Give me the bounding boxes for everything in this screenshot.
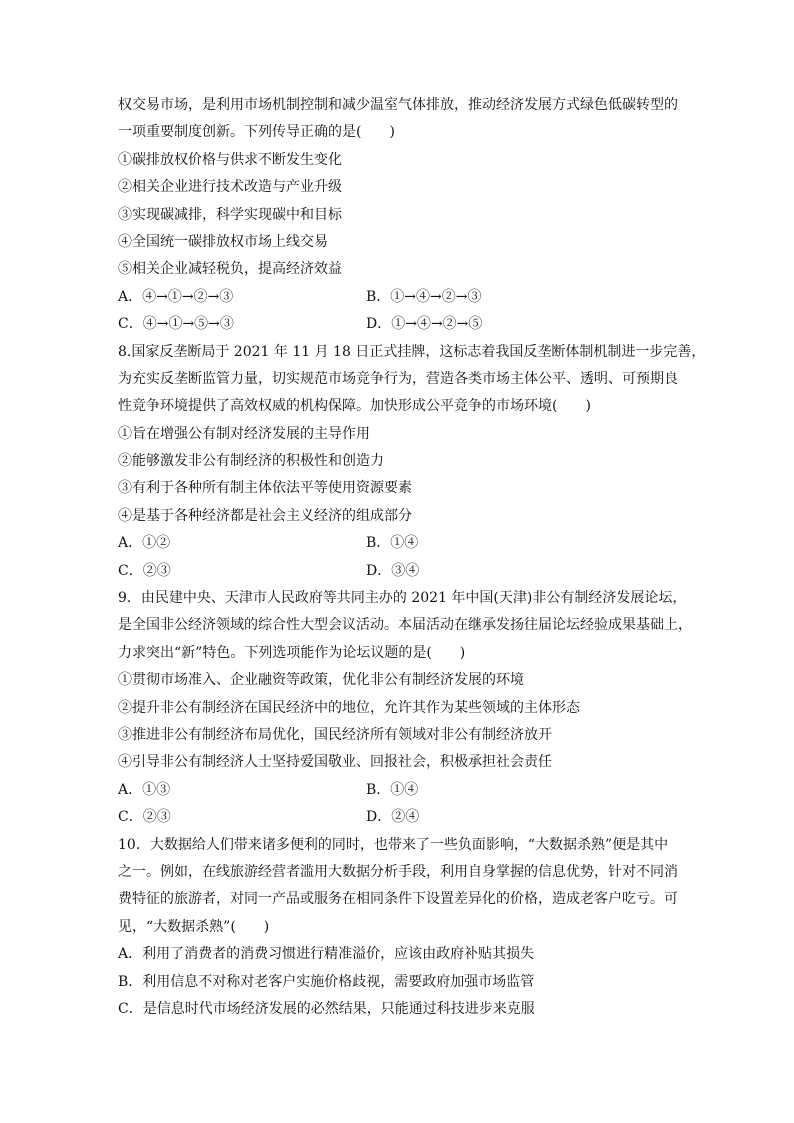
question-9 — [118, 585, 692, 832]
question-stem-line: 为充实反垄断监管力量，切实规范市场竞争行为，营造各类市场主体公平、透明、可预期良 — [118, 370, 678, 387]
question-stem-line: 性竞争环境提供了高效权威的机构保障。加快形成公平竞争的市场环境( ) — [118, 398, 591, 415]
options-row — [118, 777, 678, 804]
question-stem-line: 8.国家反垄断局于 2021 年 11 月 18 日正式挂牌，这标志着我国反垄断体制机制进一步完善， — [118, 343, 706, 360]
page-content — [118, 92, 706, 1023]
option-a: A．利用了消费者的消费习惯进行精准溢价，应该由政府补贴其损失 — [118, 946, 535, 963]
option-a: A．①② — [118, 535, 171, 552]
question-stem-line: 力求突出“新”特色。下列选项能作为论坛议题的是( ) — [118, 644, 466, 661]
option-a: A．①③ — [118, 781, 171, 798]
statement-item: ①贯彻市场准入、企业融资等政策，优化非公有制经济发展的环境 — [118, 672, 524, 689]
statement-item: ④是基于各种经济都是社会主义经济的组成部分 — [118, 507, 412, 524]
question-stem-line: 10．大数据给人们带来诸多便利的同时，也带来了一些负面影响，“大数据杀熟”便是其中 — [118, 836, 669, 853]
question-10 — [118, 832, 678, 1024]
statement-item: ③推进非公有制经济布局优化，国民经济所有领域对非公有制经济放开 — [118, 726, 552, 743]
statement-item: ①旨在增强公有制对经济发展的主导作用 — [118, 425, 370, 442]
statement-item: ②能够激发非公有制经济的积极性和创造力 — [118, 453, 384, 470]
options-row — [118, 284, 678, 311]
option-b: B．利用信息不对称对老客户实施价格歧视，需要政府加强市场监管 — [118, 973, 535, 990]
statement-item: ②相关企业进行技术改造与产业升级 — [118, 179, 342, 196]
question-stem-line: 之一。例如，在线旅游经营者滥用大数据分析手段，利用自身掌握的信息优势，针对不同消 — [118, 863, 678, 880]
question-stem-line: 是全国非公经济领域的综合性大型会议活动。本届活动在继承发扬往届论坛经验成果基础上， — [118, 617, 692, 634]
option-b: B．①→④→②→③ — [366, 288, 482, 305]
statement-item: ③实现碳减排，科学实现碳中和目标 — [118, 206, 342, 223]
option-d: D．②④ — [366, 809, 420, 826]
question-stem-line: 权交易市场，是利用市场机制控制和减少温室气体排放，推动经济发展方式绿色低碳转型的 — [118, 97, 678, 113]
option-d: D．①→④→②→⑤ — [366, 316, 483, 333]
option-b: B．①④ — [366, 781, 419, 798]
question-stem-line: 费特征的旅游者，对同一产品或服务在相同条件下设置差异化的价格，造成老客户吃亏。可 — [118, 891, 678, 908]
options-row — [118, 530, 678, 557]
statement-item: ④全国统一碳排放权市场上线交易 — [118, 233, 328, 250]
statement-item: ①碳排放权价格与供求不断发生变化 — [118, 151, 342, 168]
statement-item: ③有利于各种所有制主体依法平等使用资源要素 — [118, 480, 412, 497]
option-c: C．④→①→⑤→③ — [118, 316, 234, 333]
options-row — [118, 804, 678, 831]
option-c: C．②③ — [118, 809, 171, 826]
question-stem-line: 9．由民建中央、天津市人民政府等共同主办的 2021 年中国(天津)非公有制经济发展论坛， — [118, 590, 687, 607]
option-d: D．③④ — [366, 562, 420, 579]
option-c: C．是信息时代市场经济发展的必然结果，只能通过科技进步来克服 — [118, 1000, 535, 1017]
question-7 — [118, 92, 678, 339]
question-8 — [118, 339, 706, 586]
statement-item: ④引导非公有制经济人士坚持爱国敬业、回报社会，积极承担社会责任 — [118, 754, 552, 771]
options-row — [118, 558, 678, 585]
option-b: B．①④ — [366, 535, 419, 552]
statement-item: ⑤相关企业减轻税负，提高经济效益 — [118, 261, 342, 278]
statement-item: ②提升非公有制经济在国民经济中的地位，允许其作为某些领域的主体形态 — [118, 699, 580, 716]
option-c: C．②③ — [118, 562, 171, 579]
question-stem-line: 见，“大数据杀熟”( ) — [118, 918, 270, 935]
options-row — [118, 311, 678, 338]
question-stem-line: 一项重要制度创新。下列传导正确的是( ) — [118, 124, 395, 141]
option-a: A．④→①→②→③ — [118, 288, 234, 305]
